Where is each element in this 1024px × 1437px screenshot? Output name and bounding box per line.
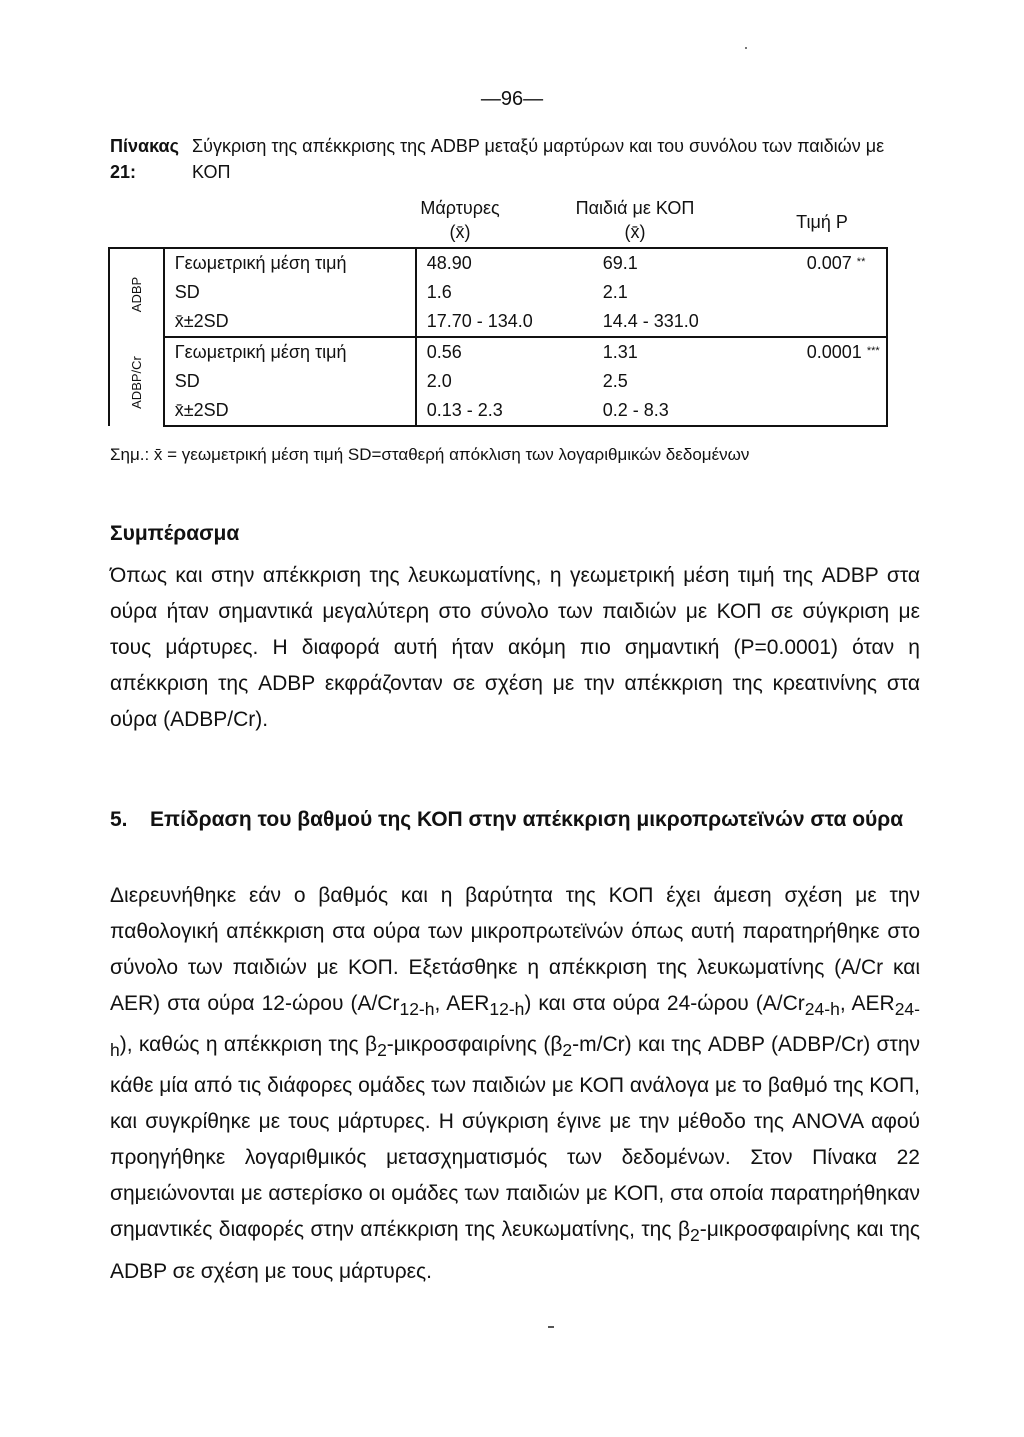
- paragraph-text: -μικροσφαιρίνης και της ADBP σε σχέση με τους μάρτυρες.: [110, 1218, 921, 1283]
- significance-stars: ***: [866, 345, 880, 357]
- column-header-patients-label: Παιδιά με ΚΟΠ: [575, 198, 695, 218]
- table-row: [109, 248, 887, 278]
- paragraph-text: -m/Cr) και της ADBP (ADBP/Cr) στην κάθε μία από τις διάφορες ομάδες των παιδιών με ΚΟΠ ανάλογα με το βαθμό της ΚΟΠ, και συγκρίθηκε με τους μάρτυρες. Η σύγκριση έγινε με την μέθοδο της ANOVA αφού προηγήθηκε λογαριθμικός μετασχηματισμός των δεδομένων. Στον Πίνακα 22 σημειώνονται με αστερίσκο οι ομάδες των παιδιών με ΚΟΠ, στα οποία παρατηρήθηκαν σημαντικές διαφορές στην απέκκριση της λευκωματίνης, της β: [110, 1033, 920, 1242]
- paragraph-text: ) και στα ούρα 24-ώρου (A/Cr: [524, 992, 805, 1015]
- p-value-cell: [803, 337, 887, 367]
- p-value: 0.007: [806, 253, 852, 273]
- comparison-table: [108, 247, 888, 427]
- row-label: x̄±2SD: [164, 307, 416, 337]
- table-row: [109, 307, 887, 337]
- table-row: [109, 337, 887, 367]
- table-row: [109, 278, 887, 307]
- scan-dot: [745, 47, 747, 49]
- controls-value: 17.70 - 134.0: [416, 307, 597, 337]
- row-group-adbp: [109, 248, 164, 337]
- paragraph-text: ), καθώς η απέκκριση της β: [119, 1033, 378, 1057]
- column-header-controls-sub: (x̄): [449, 222, 471, 242]
- column-header-controls: [400, 196, 520, 244]
- section-heading: [110, 808, 903, 832]
- row-label: SD: [164, 278, 416, 307]
- subscript: 24-h: [804, 999, 840, 1020]
- row-label: Γεωμετρική μέση τιμή: [164, 248, 416, 278]
- patients-value: 2.1: [602, 282, 628, 302]
- table-caption: [110, 133, 930, 185]
- subscript: 2: [377, 1040, 387, 1061]
- row-group-label: ADBP/Cr: [128, 356, 144, 409]
- column-header-controls-label: Μάρτυρες: [420, 198, 500, 218]
- subscript: 12-h: [489, 999, 525, 1020]
- patients-value: 14.4 - 331.0: [597, 307, 803, 337]
- table-caption-text: Σύγκριση της απέκκρισης της ADBP μεταξύ μαρτύρων και του συνόλου των παιδιών με ΚΟΠ: [192, 136, 885, 182]
- controls-value: 48.90: [416, 248, 597, 278]
- table-row: [109, 396, 887, 426]
- paragraph-text: , AER: [434, 992, 490, 1015]
- controls-value: 2.0: [426, 371, 452, 391]
- scan-mark: [548, 1326, 554, 1328]
- p-value-cell: [803, 396, 887, 426]
- p-value-cell: [803, 248, 887, 278]
- column-header-patients-sub: (x̄): [624, 222, 646, 242]
- p-value-cell: [803, 307, 887, 337]
- patients-value: 0.2 - 8.3: [597, 396, 803, 426]
- row-group-label: ADBP: [128, 276, 144, 312]
- paragraph-text: -μικροσφαιρίνης (β: [386, 1033, 563, 1057]
- section-title: Επίδραση του βαθμού της ΚΟΠ στην απέκκριση μικροπρωτεϊνών στα ούρα: [150, 808, 904, 831]
- row-label: SD: [164, 367, 416, 396]
- p-value: 0.0001: [806, 342, 862, 362]
- p-value-cell: [803, 367, 887, 396]
- section-number: 5.: [110, 808, 128, 831]
- row-group-adbp-cr: [109, 337, 164, 426]
- subscript: 2: [690, 1225, 700, 1246]
- paragraph-text: , AER: [839, 992, 895, 1015]
- patients-value: 69.1: [597, 248, 803, 278]
- table-caption-label: Πίνακας 21:: [110, 136, 179, 182]
- controls-value: 1.6: [426, 282, 452, 302]
- conclusion-heading: Συμπέρασμα: [110, 522, 240, 545]
- page-number: —96—: [480, 88, 544, 110]
- subscript: 2: [562, 1040, 573, 1061]
- subscript: 24-h: [110, 999, 920, 1061]
- conclusion-paragraph: Όπως και στην απέκκριση της λευκωματίνης, η γεωμετρική μέση τιμή της ADBP στα ούρα ήταν σημαντικά μεγαλύτερη στο σύνολο των παιδιών με ΚΟΠ σε σύγκριση με τους μάρτυρες. Η διαφορά αυτή ήταν ακόμη πιο σημαντική (P=0.0001) όταν η απέκκριση της ADBP εκφράζονταν σε σχέση με την απέκκριση της κρεατινίνης στα ούρα (ADBP/Cr).: [110, 564, 920, 731]
- paragraph-text: Διερευνήθηκε εάν ο βαθμός και η βαρύτητα της ΚΟΠ έχει άμεση σχέση με την παθολογική απέκκριση στα ούρα των μικροπρωτεϊνών όπως αυτή παρατηρήθηκε στο σύνολο των παιδιών με ΚΟΠ. Εξετάσθηκε η απέκκριση της λευκωματίνης (A/Cr και AER) στα ούρα 12-ώρου (A/Cr: [110, 884, 920, 1015]
- row-label: Γεωμετρική μέση τιμή: [164, 337, 416, 367]
- patients-value: 1.31: [602, 342, 638, 362]
- controls-value: 0.13 - 2.3: [416, 396, 597, 426]
- p-value-cell: [803, 278, 887, 307]
- subscript: 12-h: [399, 999, 435, 1020]
- column-header-p-value: Τιμή P: [796, 212, 848, 232]
- row-label: x̄±2SD: [164, 396, 416, 426]
- table-row: [109, 367, 887, 396]
- significance-stars: **: [856, 256, 866, 268]
- section-paragraph: [110, 878, 920, 1290]
- column-header-patients: [555, 196, 715, 244]
- patients-value: 2.5: [602, 371, 628, 391]
- controls-value: 0.56: [426, 342, 462, 362]
- table-note: Σημ.: x̄ = γεωμετρική μέση τιμή SD=σταθερή απόκλιση των λογαριθμικών δεδομένων: [110, 445, 750, 464]
